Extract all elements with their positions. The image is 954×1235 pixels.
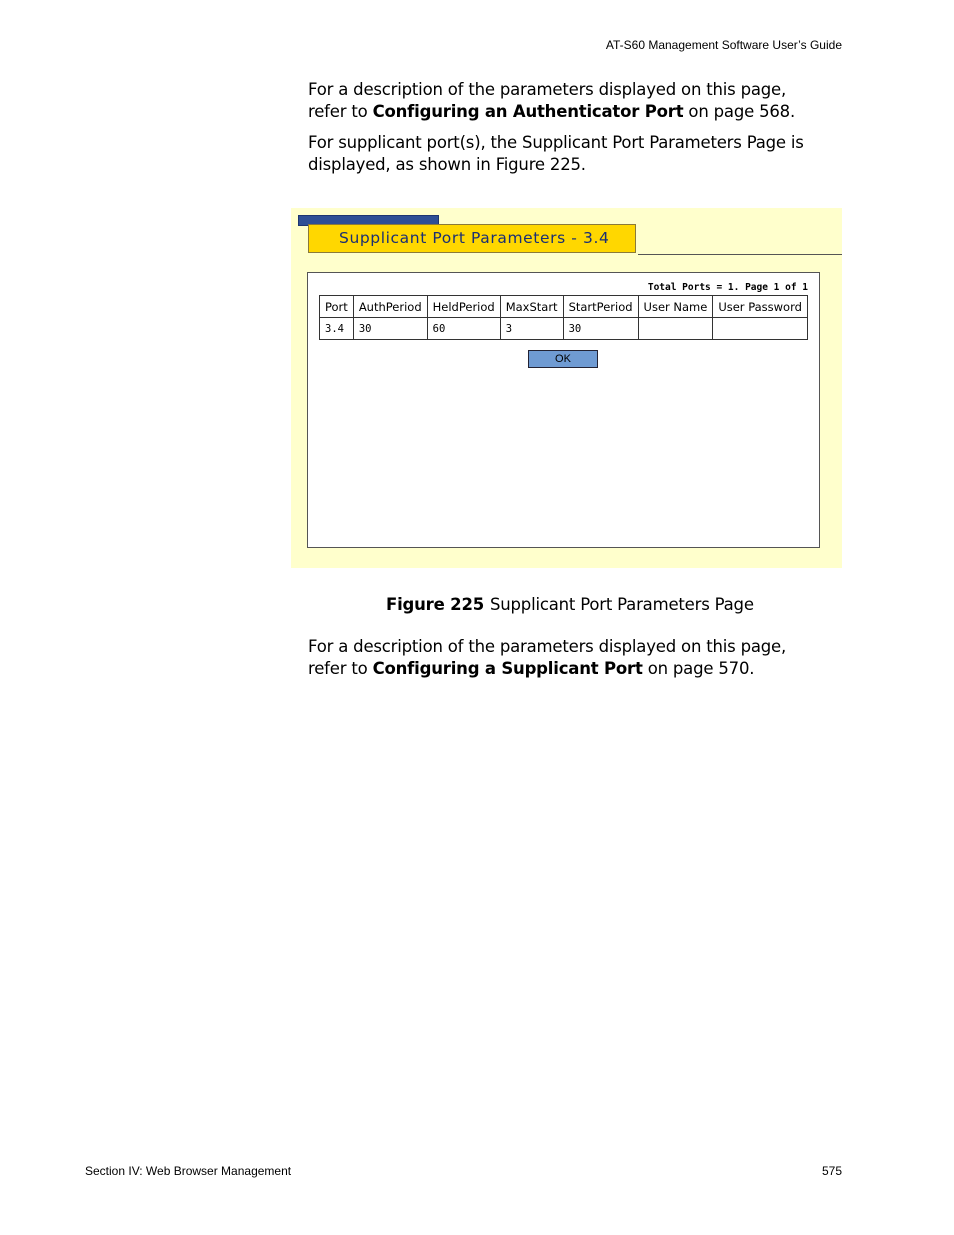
divider bbox=[638, 254, 842, 255]
column-header-port: Port bbox=[320, 296, 354, 318]
cross-reference-link: Configuring a Supplicant Port bbox=[372, 659, 643, 678]
cell-authperiod[interactable]: 30 bbox=[353, 318, 427, 340]
content-frame bbox=[307, 272, 820, 548]
figure-caption bbox=[386, 595, 754, 614]
figure-screenshot bbox=[291, 208, 842, 568]
cell-startperiod[interactable]: 30 bbox=[563, 318, 638, 340]
ok-button[interactable]: OK bbox=[528, 350, 598, 368]
page-title-box bbox=[308, 224, 636, 253]
cell-heldperiod[interactable]: 60 bbox=[427, 318, 500, 340]
paragraph-supplicant-ref bbox=[308, 636, 828, 680]
column-header-authperiod: AuthPeriod bbox=[353, 296, 427, 318]
column-header-heldperiod: HeldPeriod bbox=[427, 296, 500, 318]
caption-text: Supplicant Port Parameters Page bbox=[490, 595, 754, 614]
page-title: Supplicant Port Parameters - 3.4 bbox=[339, 229, 610, 247]
caption-label: Figure 225 bbox=[386, 595, 484, 614]
column-header-username: User Name bbox=[638, 296, 713, 318]
paragraph-text: on page 570. bbox=[642, 659, 755, 678]
paragraph-text: For a description of the parameters displayed on this page, refer to bbox=[308, 637, 787, 678]
paragraph-text: For a description of the parameters displayed on this page, refer to bbox=[308, 80, 787, 121]
footer-section: Section IV: Web Browser Management bbox=[85, 1164, 292, 1178]
cell-maxstart[interactable]: 3 bbox=[500, 318, 563, 340]
cell-username[interactable] bbox=[638, 318, 713, 340]
table-header-row bbox=[320, 296, 808, 318]
paragraph-text: on page 568. bbox=[683, 102, 796, 121]
running-header: AT-S60 Management Software User’s Guide bbox=[605, 38, 842, 52]
paragraph-authenticator-ref bbox=[308, 79, 828, 123]
total-ports-label: Total Ports = 1. Page 1 of 1 bbox=[647, 282, 808, 293]
cross-reference-link: Configuring an Authenticator Port bbox=[372, 102, 684, 121]
page-number: 575 bbox=[821, 1164, 842, 1178]
cell-userpassword[interactable] bbox=[713, 318, 808, 340]
supplicant-params-table bbox=[319, 295, 808, 340]
cell-port: 3.4 bbox=[320, 318, 354, 340]
paragraph-supplicant-intro: For supplicant port(s), the Supplicant Port Parameters Page is displayed, as shown in Figure 225. bbox=[308, 133, 804, 174]
column-header-startperiod: StartPeriod bbox=[563, 296, 638, 318]
column-header-maxstart: MaxStart bbox=[500, 296, 563, 318]
column-header-userpassword: User Password bbox=[713, 296, 808, 318]
table-row bbox=[320, 318, 808, 340]
